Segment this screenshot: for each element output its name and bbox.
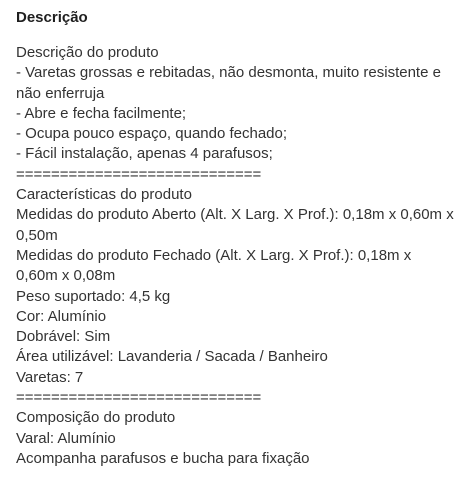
- description-line: Cor: Alumínio: [16, 307, 107, 325]
- section-title: Descrição: [16, 9, 88, 26]
- divider-line: ============================: [16, 389, 262, 407]
- description-line: Acompanha parafusos e bucha para fixação: [16, 449, 310, 467]
- description-body: [16, 43, 456, 469]
- description-line: Área utilizável: Lavanderia / Sacada / Banheiro: [16, 348, 328, 366]
- description-line: Varal: Alumínio: [16, 429, 116, 447]
- description-line: Medidas do produto Aberto (Alt. X Larg. X Prof.): 0,18m x 0,60m x 0,50m: [16, 206, 458, 244]
- description-line: - Varetas grossas e rebitadas, não desmonta, muito resistente e não enferruja: [16, 64, 446, 102]
- divider-line: ============================: [16, 165, 262, 183]
- description-line: Composição do produto: [16, 409, 176, 427]
- description-line: Características do produto: [16, 186, 192, 204]
- description-line: Descrição do produto: [16, 44, 159, 61]
- description-line: - Ocupa pouco espaço, quando fechado;: [16, 125, 288, 143]
- description-line: Medidas do produto Fechado (Alt. X Larg. X Prof.): 0,18m x 0,60m x 0,08m: [16, 246, 416, 285]
- description-line: Varetas: 7: [16, 368, 84, 386]
- description-line: - Fácil instalação, apenas 4 parafusos;: [16, 145, 273, 163]
- description-line: - Abre e fecha facilmente;: [16, 104, 187, 122]
- description-line: Dobrável: Sim: [16, 328, 111, 346]
- description-line: Peso suportado: 4,5 kg: [16, 287, 171, 305]
